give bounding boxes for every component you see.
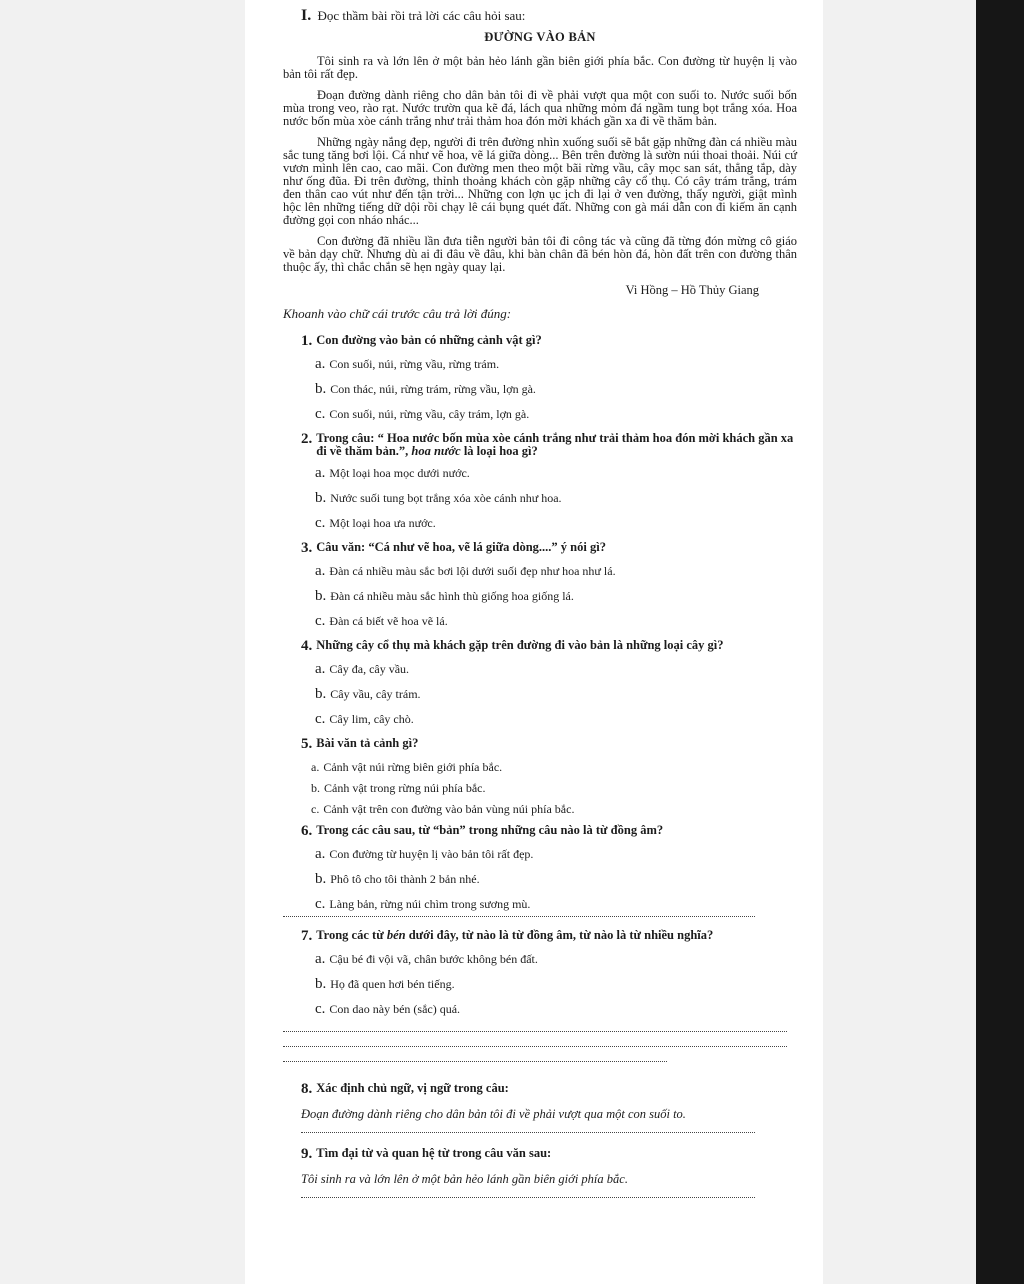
reading-paragraph: Con đường đã nhiều lần đưa tiễn người bản tôi đi công tác và cũng đã từng đón mừng cô giáo về bản dạy chữ. Nhưng dù ai đi đâu về đâu, khi bàn chân đã bén hòn đá, hòn đất trên con đường thân thuộc ấy, thì chắc chắn sẽ hẹn ngày quay lại. <box>283 234 797 274</box>
question-number: 4. <box>301 638 313 654</box>
option-text: Nước suối tung bọt trắng xóa xòe cánh như hoa. <box>330 491 562 505</box>
option-letter: c. <box>315 515 326 531</box>
question-body <box>316 432 797 458</box>
option-letter: b. <box>315 381 327 397</box>
question-2 <box>301 432 797 530</box>
option-letter: b. <box>311 781 320 795</box>
question-number: 8. <box>301 1081 313 1097</box>
section-instruction: Đọc thầm bài rồi trả lời các câu hỏi sau: <box>317 8 526 23</box>
question-text-before: Trong các từ <box>316 928 387 942</box>
option-letter: a. <box>315 563 326 579</box>
option-letter: b. <box>315 588 327 604</box>
question-sentence: Đoạn đường dành riêng cho dân bản tôi đi về phải vượt qua một con suối to. <box>301 1107 686 1121</box>
question-text <box>301 824 797 839</box>
question-text <box>301 639 797 654</box>
answer-option-c[interactable] <box>315 516 797 530</box>
option-letter: a. <box>315 846 326 862</box>
question-italic-term: hoa nước <box>411 444 461 458</box>
option-letter: c. <box>315 406 326 422</box>
option-letter: b. <box>315 976 327 992</box>
option-text: Cảnh vật núi rừng biên giới phía bắc. <box>323 760 503 774</box>
question-8 <box>301 1082 797 1122</box>
option-letter: a. <box>315 465 326 481</box>
question-body: Tìm đại từ và quan hệ từ trong câu văn sau: <box>316 1146 552 1160</box>
question-number: 1. <box>301 333 313 349</box>
option-text: Đàn cá nhiều màu sắc hình thù giống hoa giống lá. <box>330 589 574 603</box>
question-body: Con đường vào bản có những cảnh vật gì? <box>316 333 542 347</box>
answer-options <box>315 952 797 1016</box>
answer-option-b[interactable] <box>315 491 797 505</box>
option-text: Cảnh vật trong rừng núi phía bắc. <box>324 781 486 795</box>
answer-option-a[interactable] <box>315 357 797 371</box>
question-number: 9. <box>301 1146 313 1162</box>
answer-line[interactable] <box>283 1038 787 1047</box>
option-letter: a. <box>315 951 326 967</box>
answer-line[interactable] <box>283 1023 787 1032</box>
question-body: Xác định chủ ngữ, vị ngữ trong câu: <box>316 1081 509 1095</box>
option-letter: c. <box>315 711 326 727</box>
answer-line[interactable] <box>301 1124 755 1133</box>
answer-options <box>315 466 797 530</box>
option-text: Làng bản, rừng núi chìm trong sương mù. <box>329 897 531 911</box>
answer-instruction: Khoanh vào chữ cái trước câu trả lời đúng: <box>283 306 512 321</box>
option-text: Con dao này bén (sắc) quá. <box>329 1002 461 1016</box>
option-letter: c. <box>315 613 326 629</box>
question-9 <box>301 1147 797 1187</box>
option-letter: b. <box>315 686 327 702</box>
question-text <box>301 1082 797 1097</box>
question-body: Những cây cổ thụ mà khách gặp trên đường đi vào bản là những loại cây gì? <box>316 638 724 652</box>
question-text <box>301 1147 797 1162</box>
question-body <box>316 929 797 944</box>
reading-paragraph: Những ngày nắng đẹp, người đi trên đường nhìn xuống suối sẽ bắt gặp những đàn cá nhiều màu sắc tung tăng bơi lội. Cá như vẽ hoa, vẽ lá giữa dòng... Bên trên đường là sườn núi thoai thoải. Núi cứ vươn mình lên cao, cao mãi. Con đường men theo một bãi rừng vầu, cây mọc san sát, thẳng tắp, dày như ống đũa. Đi trên đường, thỉnh thoảng khách còn gặp những cây cổ thụ. Có cây trám trắng, trám đen thân cao vút như đến tận trời... Những con lợn ục ịch đi lại ở ven đường, thấy người, giật mình hộc lên những tiếng dữ dội rồi chạy lê cái bụng quét đất. Những con gà mái dẫn con đi kiếm ăn cạnh đường gọi con nháo nhác... <box>283 135 797 227</box>
question-number: 5. <box>301 736 313 752</box>
question-5 <box>301 737 797 816</box>
option-text: Một loại hoa ưa nước. <box>329 516 436 530</box>
question-text-after: dưới đây, từ nào là từ đồng âm, từ nào là từ nhiều nghĩa? <box>405 928 714 942</box>
question-6 <box>301 824 797 911</box>
question-text-after: là loại hoa gì? <box>460 444 538 458</box>
reading-title: ĐƯỜNG VÀO BẢN <box>484 30 596 44</box>
answer-line[interactable] <box>301 1189 755 1198</box>
worksheet-content <box>283 8 797 1198</box>
answer-option-b[interactable] <box>315 589 797 603</box>
question-text <box>301 929 797 944</box>
question-italic-term: bén <box>386 928 406 942</box>
section-number: I. <box>301 7 312 24</box>
answer-option-c[interactable] <box>315 1002 797 1016</box>
question-text <box>301 432 797 458</box>
question-sentence: Tôi sinh ra và lớn lên ở một bản hẻo lánh gần biên giới phía bắc. <box>301 1172 628 1186</box>
reading-paragraph: Đoạn đường dành riêng cho dân bản tôi đi về phải vượt qua một con suối to. Nước suối bốn mùa trong veo, rào rạt. Nước trườn qua kẽ đá, lách qua những mỏm đá ngầm tung bọt trắng xóa. Hoa nước bốn mùa xòe cánh trắng như trải thảm hoa đón mời khách gần xa đi về thăm bản. <box>283 88 797 128</box>
option-text: Cây đa, cây vầu. <box>329 662 410 676</box>
option-text: Một loại hoa mọc dưới nước. <box>329 466 470 480</box>
option-letter: c. <box>311 802 320 816</box>
worksheet-page <box>245 0 823 1284</box>
answer-option-b[interactable] <box>315 872 797 886</box>
option-text: Phô tô cho tôi thành 2 bản nhé. <box>330 872 480 886</box>
answer-options <box>315 357 797 421</box>
option-text: Đàn cá nhiều màu sắc bơi lội dưới suối đẹp như hoa như lá. <box>329 564 616 578</box>
answer-option-c[interactable] <box>315 712 797 726</box>
viewer-edge-bar <box>976 0 1024 1284</box>
answer-line[interactable] <box>283 1053 667 1062</box>
answer-option-a[interactable] <box>315 952 797 966</box>
option-text: Cảnh vật trên con đường vào bản vùng núi phía bắc. <box>323 802 575 816</box>
answer-option-b[interactable] <box>315 977 797 991</box>
answer-option-a[interactable] <box>311 760 797 774</box>
question-4 <box>301 639 797 726</box>
question-body: Bài văn tả cảnh gì? <box>316 736 419 750</box>
option-text: Con suối, núi, rừng vầu, rừng trám. <box>329 357 500 371</box>
option-text: Đàn cá biết vẽ hoa vẽ lá. <box>329 614 448 628</box>
answer-option-b[interactable] <box>311 781 797 795</box>
question-text <box>301 334 797 349</box>
answer-options <box>315 564 797 628</box>
option-text: Họ đã quen hơi bén tiếng. <box>330 977 455 991</box>
option-letter: a. <box>315 356 326 372</box>
reading-paragraph: Tôi sinh ra và lớn lên ở một bản hẻo lánh gần biên giới phía bắc. Con đường từ huyện lị vào bản tôi rất đẹp. <box>283 54 797 81</box>
option-text: Cây lim, cây chò. <box>329 712 414 726</box>
option-letter: b. <box>315 490 327 506</box>
answer-option-c[interactable] <box>315 407 797 421</box>
option-text: Con suối, núi, rừng vầu, cây trám, lợn gà. <box>329 407 530 421</box>
question-body: Câu văn: “Cá như vẽ hoa, vẽ lá giữa dòng....” ý nói gì? <box>316 540 606 554</box>
question-1 <box>301 334 797 421</box>
question-number: 2. <box>301 431 313 447</box>
section-heading <box>301 8 797 24</box>
answer-option-c[interactable] <box>311 802 797 816</box>
question-7 <box>301 929 797 1016</box>
option-letter: a. <box>311 760 320 774</box>
answer-option-b[interactable] <box>315 382 797 396</box>
question-text-before: Trong câu: “ Hoa nước bốn mùa xòe cánh trắng như trải thảm hoa đón mời khách gần xa đi về thăm bản.”, <box>316 431 794 458</box>
answer-option-a[interactable] <box>315 564 797 578</box>
option-text: Cậu bé đi vội vã, chân bước không bén đất. <box>329 952 538 966</box>
question-3 <box>301 541 797 628</box>
question-number: 3. <box>301 540 313 556</box>
answer-option-a[interactable] <box>315 466 797 480</box>
answer-options <box>315 847 797 911</box>
answer-option-a[interactable] <box>315 847 797 861</box>
answer-options <box>315 662 797 726</box>
option-letter: b. <box>315 871 327 887</box>
answer-option-c[interactable] <box>315 614 797 628</box>
question-number: 7. <box>301 928 313 944</box>
option-text: Cây vầu, cây trám. <box>330 687 421 701</box>
option-text: Con thác, núi, rừng trám, rừng vầu, lợn gà. <box>330 382 536 396</box>
question-text <box>301 737 797 752</box>
answer-option-b[interactable] <box>315 687 797 701</box>
question-body: Trong các câu sau, từ “bản” trong những câu nào là từ đồng âm? <box>316 823 664 837</box>
answer-options <box>311 760 797 816</box>
option-letter: a. <box>315 661 326 677</box>
question-number: 6. <box>301 823 313 839</box>
answer-option-a[interactable] <box>315 662 797 676</box>
question-text <box>301 541 797 556</box>
option-text: Con đường từ huyện lị vào bản tôi rất đẹp. <box>329 847 534 861</box>
option-letter: c. <box>315 896 326 912</box>
reading-author: Vi Hồng – Hồ Thủy Giang <box>625 283 759 297</box>
option-letter: c. <box>315 1001 326 1017</box>
